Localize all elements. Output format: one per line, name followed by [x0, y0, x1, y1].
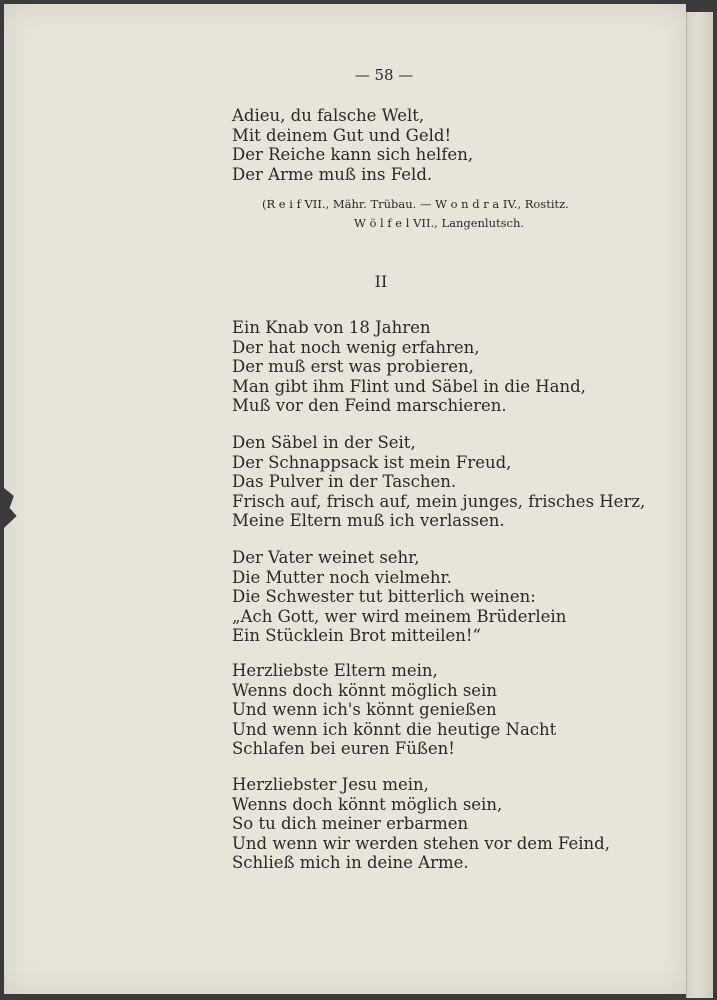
verse-line: Der Arme muß ins Feld. [232, 164, 433, 184]
verse-line: Der hat noch wenig erfahren, [232, 337, 480, 357]
verse-line: Der Reiche kann sich helfen, [232, 145, 474, 164]
stanza-4 [232, 661, 556, 759]
verse-line: Man gibt ihm Flint und Säbel in die Hand, [232, 376, 586, 396]
verse-line: Adieu, du falsche Welt, [232, 106, 425, 125]
verse-line: Frisch auf, frisch auf, mein junges, frisches Herz, [232, 491, 646, 511]
page-number: — 58 — [354, 66, 414, 84]
citation-line: W ö l f e l VII., Langenlutsch. [354, 216, 525, 230]
verse-line: Muß vor den Feind marschieren. [232, 396, 507, 415]
verse-line: Schlafen bei euren Füßen! [232, 739, 455, 758]
verse-line: Und wenn ich könnt die heutige Nacht [232, 719, 557, 739]
verse-line: Den Säbel in der Seit, [232, 433, 416, 452]
stanza-5 [232, 775, 610, 873]
verse-line: Die Mutter noch vielmehr. [232, 567, 452, 587]
stanza-2 [232, 433, 645, 531]
verse-line: Und wenn ich's könnt genießen [232, 700, 497, 719]
verse-line: Ein Knab von 18 Jahren [232, 318, 431, 337]
book-page [4, 4, 686, 994]
verse-line: Der Schnappsack ist mein Freud, [232, 452, 512, 472]
verse-line: Der muß erst was probieren, [232, 357, 474, 376]
verse-line: Wenns doch könnt möglich sein, [232, 794, 503, 814]
stanza-1 [232, 318, 586, 416]
verse-line: Herzliebster Jesu mein, [232, 775, 429, 794]
verse-line: Ein Stücklein Brot mitteilen!“ [232, 626, 481, 645]
verse-line: Wenns doch könnt möglich sein [232, 680, 497, 700]
verse-line: Mit deinem Gut und Geld! [232, 125, 452, 145]
citation-line: (R e i f VII., Mähr. Trübau. — W o n d r a IV., Rostitz. [262, 197, 569, 211]
stanza-intro [232, 106, 473, 184]
stanza-3 [232, 548, 566, 646]
verse-line: „Ach Gott, wer wird meinem Brüderlein [232, 606, 567, 626]
verse-line: Das Pulver in der Taschen. [232, 472, 457, 491]
verse-line: Und wenn wir werden stehen vor dem Feind, [232, 833, 610, 853]
section-numeral: II [374, 272, 388, 291]
verse-line: Schließ mich in deine Arme. [232, 853, 469, 872]
verse-line: Meine Eltern muß ich verlassen. [232, 511, 505, 530]
verse-line: Der Vater weinet sehr, [232, 548, 420, 567]
page-edge [686, 12, 713, 998]
verse-line: Die Schwester tut bitterlich weinen: [232, 587, 536, 606]
source-citation [262, 195, 569, 233]
verse-line: So tu dich meiner erbarmen [232, 814, 469, 833]
verse-line: Herzliebste Eltern mein, [232, 661, 438, 680]
